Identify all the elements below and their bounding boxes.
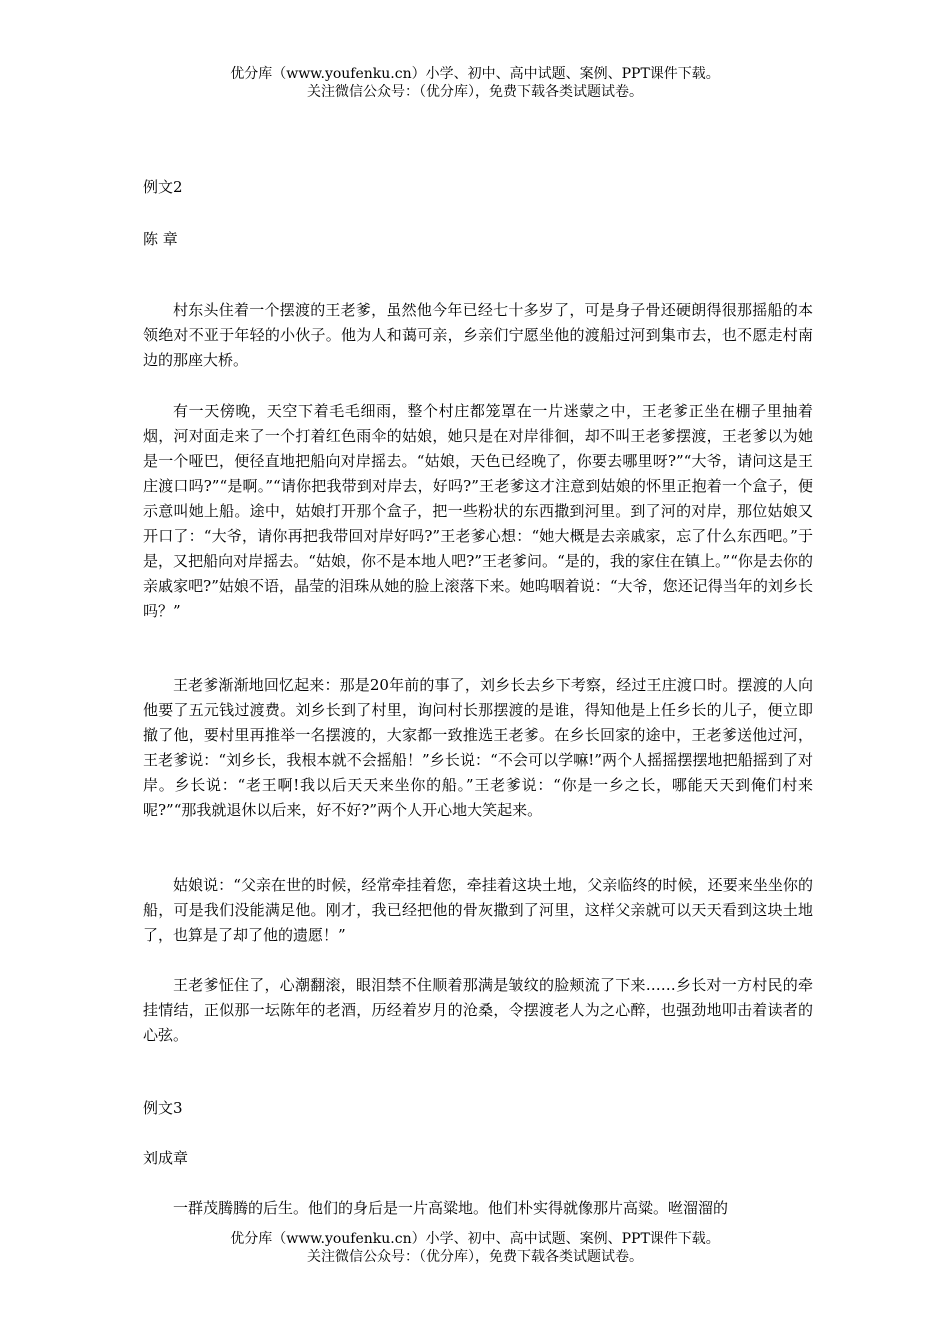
essay-2-label: 例文2 [143,178,183,196]
page-footer [0,1230,950,1266]
header-line-1: 优分库（www.youfenku.cn）小学、初中、高中试题、案例、PPT课件下载。 [230,66,720,82]
essay-2-paragraph-4: 姑娘说：“父亲在世的时候，经常牵挂着您，牵挂着这块土地，父亲临终的时候，还要来坐坐你的船，可是我们没能满足他。刚才，我已经把他的骨灰撒到了河里，这样父亲就可以天天看到这块土地了，也算是了却了他的遗愿！” [143,876,813,944]
essay-2-paragraph-5: 王老爹怔住了，心潮翻滚，眼泪禁不住顺着那满是皱纹的脸颊流了下来……乡长对一方村民的牵挂情结，正似那一坛陈年的老酒，历经着岁月的沧桑，令摆渡老人为之心醉，也强劲地叩击着读者的心弦。 [143,976,813,1044]
essay-3-paragraph-1: 一群茂腾腾的后生。他们的身后是一片高粱地。他们朴实得就像那片高粱。咝溜溜的 [173,1199,729,1217]
essay-3-author: 刘成章 [143,1149,189,1167]
essay-2-paragraph-2: 有一天傍晚，天空下着毛毛细雨，整个村庄都笼罩在一片迷蒙之中，王老爹正坐在棚子里抽着烟，河对面走来了一个打着红色雨伞的姑娘，她只是在对岸徘徊，却不叫王老爹摆渡，王老爹以为她是一个哑巴，便径直地把船向对岸摇去。“姑娘，天色已经晚了，你要去哪里呀?”“大爷，请问这是王庄渡口吗?”“是啊。”“请你把我带到对岸去，好吗?”王老爹这才注意到姑娘的怀里正抱着一个盒子，便示意叫她上船。途中，姑娘打开那个盒子，把一些粉状的东西撒到河里。到了河的对岸，那位姑娘又开口了：“大爷，请你再把我带回对岸好吗?”王老爹心想：“她大概是去亲戚家，忘了什么东西吧。”于是，又把船向对岸摇去。“姑娘，你不是本地人吧?”王老爹问。“是的，我的家住在镇上。”“你是去你的亲戚家吧?”姑娘不语，晶莹的泪珠从她的脸上滚落下来。她呜咽着说：“大爷，您还记得当年的刘乡长吗？” [143,402,813,620]
essay-2-paragraph-3: 王老爹渐渐地回忆起来：那是20年前的事了，刘乡长去乡下考察，经过王庄渡口时。摆渡的人向他要了五元钱过渡费。刘乡长到了村里，询问村长那摆渡的是谁，得知他是上任乡长的儿子，便立即撤了他，要村里再推举一名摆渡的，大家都一致推选王老爹。在乡长回家的途中，王老爹送他过河，王老爹说：“刘乡长，我根本就不会摇船！”乡长说：“不会可以学嘛!”两个人摇摇摆摆地把船摇到了对岸。乡长说：“老王啊!我以后天天来坐你的船。”王老爹说：“你是一乡之长，哪能天天到俺们村来呢?”“那我就退休以后来，好不好?”两个人开心地大笑起来。 [143,676,813,819]
header-line-2: 关注微信公众号：（优分库），免费下载各类试题试卷。 [307,84,643,100]
page-header [0,65,950,101]
essay-2-author: 陈 章 [143,230,178,248]
footer-line-1: 优分库（www.youfenku.cn）小学、初中、高中试题、案例、PPT课件下载。 [230,1231,720,1247]
essay-3-label: 例文3 [143,1099,183,1117]
essay-2-paragraph-1: 村东头住着一个摆渡的王老爹，虽然他今年已经七十多岁了，可是身子骨还硬朗得很那摇船的本领绝对不亚于年轻的小伙子。他为人和蔼可亲，乡亲们宁愿坐他的渡船过河到集市去，也不愿走村南边的那座大桥。 [143,301,813,369]
footer-line-2: 关注微信公众号：（优分库），免费下载各类试题试卷。 [307,1249,643,1265]
